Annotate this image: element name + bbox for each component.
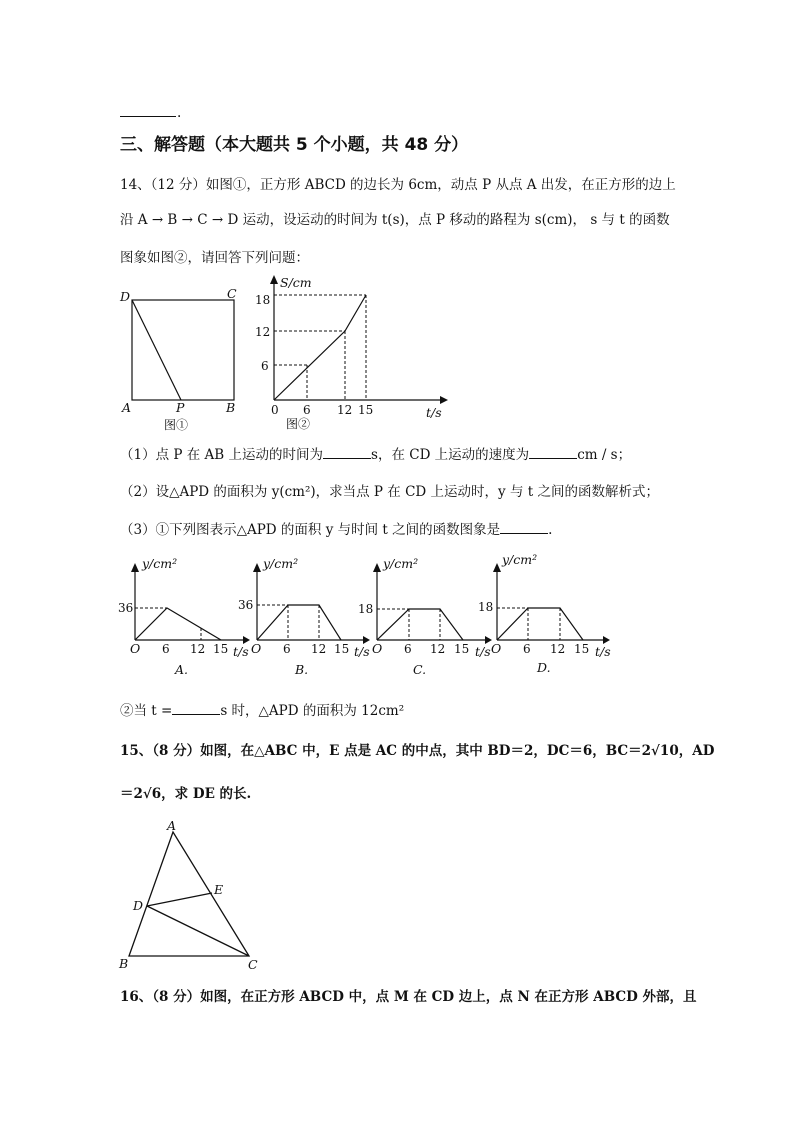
option-b-origin: O — [251, 641, 262, 656]
option-c-ylabel: y/cm² — [383, 556, 419, 571]
option-b-ylabel: y/cm² — [263, 556, 299, 571]
xtick-12: 12 — [337, 403, 353, 417]
option-b-xtick-12: 12 — [311, 642, 327, 656]
option-graphs — [115, 548, 625, 683]
option-c-curve — [377, 609, 463, 640]
graph2-ylabel: S/cm — [280, 275, 312, 290]
option-c-origin: O — [372, 641, 383, 656]
sub3-2-text-a: ②当 t = — [120, 703, 173, 719]
ytick-6: 6 — [261, 359, 269, 373]
segment-de — [147, 893, 212, 906]
q14-line1: 14、（12 分）如图①，正方形 ABCD 的边长为 6cm，动点 P 从点 A 出发，在正方形的边上 — [120, 177, 676, 193]
option-d-xtick-12: 12 — [550, 642, 566, 656]
sub3-2-blank — [172, 702, 220, 715]
sub1-blank-1 — [323, 446, 371, 459]
sub3-blank — [500, 521, 548, 534]
q16-line1: 16、（8 分）如图，在正方形 ABCD 中，点 M 在 CD 边上，点 N 在正方形 ABCD 外部，且 — [120, 989, 697, 1005]
option-d-curve — [497, 608, 583, 640]
option-c-xlabel: t/s — [475, 644, 491, 659]
option-d-letter: D. — [537, 660, 551, 675]
fig1-caption: 图① — [164, 418, 189, 432]
s-t-curve — [274, 295, 366, 400]
option-d-origin: O — [491, 641, 502, 656]
square-abcd — [132, 300, 234, 400]
label-E: E — [214, 882, 224, 897]
option-c-xtick-6: 6 — [404, 642, 412, 656]
option-d-graph — [478, 552, 611, 675]
top-answer-blank — [120, 116, 176, 117]
option-a-xtick-15: 15 — [213, 642, 229, 656]
option-a-xtick-6: 6 — [162, 642, 170, 656]
option-b-xtick-15: 15 — [334, 642, 350, 656]
option-a-graph — [118, 556, 250, 677]
option-d-xtick-15: 15 — [574, 642, 590, 656]
label-B: B — [119, 956, 129, 971]
fig2-caption: 图② — [286, 417, 311, 431]
option-c-letter: C. — [413, 662, 427, 677]
option-c-xtick-15: 15 — [454, 642, 470, 656]
option-d-xlabel: t/s — [595, 644, 611, 659]
section-heading: 三、解答题（本大题共 5 个小题，共 48 分） — [120, 135, 469, 155]
option-a-letter: A. — [175, 662, 189, 677]
option-a-xtick-12: 12 — [190, 642, 206, 656]
option-b-ymark: 36 — [238, 598, 254, 612]
option-d-ylabel: y/cm² — [502, 552, 538, 567]
option-a-origin: O — [130, 641, 141, 656]
q14-sub2: （2）设△APD 的面积为 y(cm²)，求当点 P 在 CD 上运动时，y 与 t 之间的函数解析式； — [120, 484, 659, 500]
q15-line1: 15、（8 分）如图，在△ABC 中，E 点是 AC 的中点，其中 BD＝2，DC＝6，BC＝2√10，AD — [120, 743, 715, 759]
option-d-xtick-6: 6 — [523, 642, 531, 656]
top-blank-tail: . — [177, 105, 182, 121]
option-b-graph — [238, 556, 370, 677]
sub1-text-c: cm / s； — [577, 447, 632, 463]
sub3-2-text-b: s 时，△APD 的面积为 12cm² — [220, 703, 405, 719]
q15-line2: ＝2√6，求 DE 的长. — [120, 786, 252, 802]
option-b-xtick-6: 6 — [283, 642, 291, 656]
q14-line3: 图象如图②，请回答下列问题： — [120, 250, 309, 266]
q14-sub1 — [120, 446, 631, 464]
option-c-graph — [358, 556, 492, 677]
figure-1-square — [115, 285, 245, 435]
option-c-ymark: 18 — [358, 602, 374, 616]
option-b-letter: B. — [295, 662, 309, 677]
xtick-15: 15 — [358, 403, 374, 417]
label-P: P — [176, 400, 185, 415]
option-a-ymark: 36 — [118, 601, 134, 615]
q14-sub3-part2 — [120, 702, 404, 720]
label-C: C — [227, 286, 237, 301]
ytick-18: 18 — [255, 293, 271, 307]
ytick-12: 12 — [255, 325, 271, 339]
option-a-ylabel: y/cm² — [142, 556, 178, 571]
sub3-text-a: （3）①下列图表示△APD 的面积 y 与时间 t 之间的函数图象是 — [120, 522, 501, 538]
label-C: C — [248, 957, 258, 972]
origin-0: 0 — [271, 403, 279, 417]
xtick-6: 6 — [303, 403, 311, 417]
option-a-curve — [135, 608, 221, 640]
sub1-text-a: （1）点 P 在 AB 上运动的时间为 — [120, 447, 324, 463]
graph2-xlabel: t/s — [426, 405, 442, 420]
option-a-xlabel: t/s — [233, 644, 249, 659]
label-D: D — [133, 898, 144, 913]
label-A: A — [122, 400, 132, 415]
option-c-xtick-12: 12 — [430, 642, 446, 656]
label-B: B — [226, 400, 236, 415]
sub1-text-b: s，在 CD 上运动的速度为 — [371, 447, 530, 463]
q14-sub3 — [120, 521, 552, 539]
figure-2-graph — [250, 272, 450, 437]
sub1-blank-2 — [529, 446, 577, 459]
label-A: A — [167, 818, 177, 833]
option-d-ymark: 18 — [478, 600, 494, 614]
sub3-text-b: . — [548, 522, 553, 538]
label-D: D — [120, 289, 131, 304]
q15-triangle-figure — [112, 815, 272, 975]
option-b-curve — [257, 605, 341, 640]
option-b-xlabel: t/s — [354, 644, 370, 659]
q14-line2: 沿 A → B → C → D 运动，设运动的时间为 t(s)，点 P 移动的路程为 s(cm)， s 与 t 的函数 — [120, 212, 670, 228]
segment-dp — [132, 300, 181, 400]
triangle-abc — [129, 832, 249, 956]
